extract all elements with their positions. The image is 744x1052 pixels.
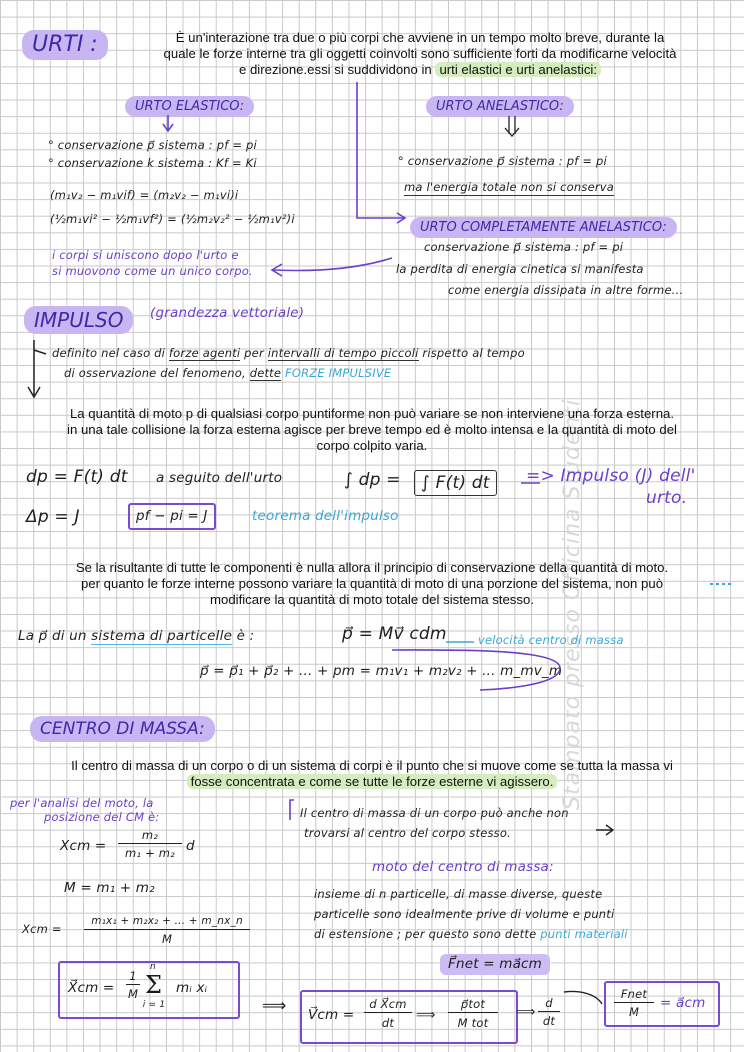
conservazione-typed1: Se la risultante di tutte le componenti è nulla allora il principio di conservazione della quantità di moto.	[75, 560, 669, 575]
xcm-sum-term: mᵢ xᵢ	[176, 980, 208, 996]
urto-anelastico-title: URTO ANELASTICO:	[426, 96, 574, 117]
urto-elastico-title: URTO ELASTICO:	[125, 96, 254, 117]
urti-intro-line1: È un'interazione tra due o più corpi che avviene in un tempo molto breve, durante la	[175, 30, 665, 45]
elastico-note1: i corpi si uniscono dopo l'urto e	[52, 248, 239, 262]
xcm2-den: M	[161, 932, 173, 946]
il-centro-line2: trovarsi al centro del corpo stesso.	[304, 826, 511, 840]
ddt-num: d	[538, 996, 560, 1012]
eq-impulso: => Impulso (J) dell'	[526, 466, 696, 486]
fnet-den: M	[628, 1005, 640, 1019]
moto-line3b: punti materiali	[540, 927, 628, 941]
completamente-line3: come energia dissipata in altre forme...	[448, 283, 684, 297]
xcm-sum-frac-den: M	[127, 987, 139, 1001]
analisi-line2: posizione del CM è:	[44, 810, 160, 824]
impulso-typed1: La quantità di moto p di qualsiasi corpo puntiforme non può variare se non interviene una forza esterna.	[69, 406, 675, 421]
completamente-line1: conservazione p⃗ sistema : pf = pi	[424, 240, 624, 254]
xcm-sum-box	[58, 961, 240, 1019]
impulso-def1e: rispetto al tempo	[418, 346, 525, 360]
conservazione-line-c: è :	[232, 628, 255, 644]
urti-title: URTI :	[22, 30, 108, 60]
urti-intro-line3	[120, 62, 720, 78]
conservazione-line-b: sistema di particelle	[91, 628, 233, 644]
arrow-to-note	[272, 258, 392, 276]
eq-int-left: ∫ dp =	[344, 470, 401, 490]
xcm-num: m₂	[118, 828, 182, 844]
impulso-def2c: FORZE IMPULSIVE	[281, 366, 392, 380]
impulso-def2	[64, 366, 391, 381]
xcm-d: d	[186, 838, 195, 854]
xcm-sum-bot: i = 1	[142, 1000, 166, 1010]
il-centro-line1: Il centro di massa di un corpo può anche non	[300, 806, 569, 820]
impulso-typed3: corpo colpito varia.	[316, 438, 428, 453]
impulso-def1c: per	[240, 346, 268, 360]
fnet-num: Fnet	[614, 987, 654, 1003]
xcm-label: Xcm =	[60, 838, 107, 854]
arrow-elastico-down	[163, 115, 173, 131]
anelastico-line1: ° conservazione p⃗ sistema : pf = pi	[398, 154, 607, 168]
ddt-den: dt	[542, 1014, 556, 1028]
impulso-def2a: di osservazione del fenomeno,	[64, 366, 250, 380]
urto-completamente-title: URTO COMPLETAMENTE ANELASTICO:	[410, 217, 677, 238]
sigma-icon: Σ	[145, 971, 162, 999]
xcm-sum-top: n	[150, 962, 156, 972]
arrow-impulso-down	[28, 340, 46, 397]
elastico-note2: si muovono come un unico corpo.	[52, 264, 253, 278]
vcm-label: V⃗cm =	[308, 1007, 355, 1023]
urti-intro-line3b: urti elastici e urti anelastici:	[435, 62, 601, 77]
ptot-den: M tot	[457, 1016, 489, 1030]
bracket-il-centro	[290, 800, 294, 820]
vcm-num: d X⃗cm	[364, 997, 412, 1013]
centro-typed2-text: fosse concentrata e come se tutte le forze esterne vi agissero.	[187, 774, 558, 789]
xcm-den: m₁ + m₂	[125, 846, 175, 860]
elastico-line2: ° conservazione k sistema : Kf = Ki	[48, 156, 257, 170]
elastico-eq2: (½m₁vi² − ½m₁vf²) = (½m₂v₂² − ½m₁v²)i	[50, 212, 295, 226]
curve-ddt	[564, 992, 602, 1005]
impulso-typed	[10, 406, 734, 454]
eq-p-total: p⃗ = Mv⃗ cdm	[342, 624, 447, 644]
urti-intro	[120, 30, 720, 78]
arrow-to-completamente	[357, 82, 405, 223]
xcm-sum-frac-num: 1	[126, 969, 140, 985]
impulso-typed2: in una tale collisione la forza esterna agisce per breve tempo ed è molto intensa e la quantità di moto del	[67, 422, 677, 437]
eq-dp: dp = F(t) dt	[26, 467, 128, 487]
fnet-eq: = a⃗cm	[660, 995, 706, 1011]
eq-teorema: pf − pi = J	[128, 503, 216, 530]
centro-title: CENTRO DI MASSA:	[30, 716, 215, 742]
completamente-line2: la perdita di energia cinetica si manifesta	[396, 262, 644, 276]
implies-arrow-icon: ⟹	[262, 996, 287, 1016]
impulso-def1b: forze agenti	[168, 346, 241, 360]
conservazione-typed2: per quanto le forze interne possono variare la quantità di moto di una porzione del sistema, non può	[80, 576, 664, 591]
centro-typed2	[10, 774, 734, 790]
moto-line3a: di estensione ; per questo sono dette	[314, 927, 541, 941]
eq-int-right: ∫ F(t) dt	[414, 470, 497, 496]
eq-impulso-urto: urto.	[646, 488, 688, 508]
ptot-num: p⃗tot	[448, 997, 498, 1013]
arrow-il-centro	[596, 825, 613, 835]
eq-seguito: a seguito dell'urto	[156, 470, 283, 486]
conservazione-line	[18, 628, 254, 645]
eq-vel-cm: velocità centro di massa	[478, 633, 624, 647]
centro-typed	[10, 758, 734, 790]
impulso-def2b: dette	[249, 366, 282, 380]
conservazione-typed	[10, 560, 734, 608]
teorema-label: teorema dell'impulso	[252, 508, 399, 524]
anelastico-line2: ma l'energia totale non si conserva	[404, 180, 615, 194]
vcm-den: dt	[381, 1016, 395, 1030]
ddt-arrow-icon: ⟹	[516, 1004, 536, 1020]
xcm2-label: Xcm =	[22, 922, 62, 936]
conservazione-typed3: modificare la quantità di moto totale del sistema stesso.	[210, 592, 534, 607]
vcm-arrow-icon: ⟹	[416, 1007, 436, 1023]
xcm2-num: m₁x₁ + m₂x₂ + ... + m_nx_n	[84, 914, 250, 930]
moto-line3	[314, 927, 628, 942]
fnet-box	[604, 981, 720, 1027]
fnet-top: F⃗net = ma⃗cm	[440, 954, 550, 975]
moto-line1: insieme di n particelle, di masse diverse, queste	[314, 887, 603, 901]
centro-typed1: Il centro di massa di un corpo o di un sistema di corpi è il punto che si muove come se tutta la massa vi	[71, 758, 673, 773]
moto-line2: particelle sono idealmente prive di volume e punti	[314, 907, 615, 921]
vcm-box	[300, 990, 518, 1044]
elastico-eq1: (m₁v₂ − m₁vif) = (m₂v₂ − m₁vi)i	[50, 188, 239, 202]
moto-title: moto del centro di massa:	[372, 859, 554, 875]
impulso-subtitle: (grandezza vettoriale)	[150, 305, 305, 321]
impulso-def1d: intervalli di tempo piccoli	[267, 346, 419, 360]
impulso-def1	[52, 346, 525, 361]
impulso-def1a: definito nel caso di	[52, 346, 169, 360]
urti-intro-line3a: e direzione.essi si suddividono in	[238, 62, 436, 77]
xcm-sum-label: X⃗cm =	[68, 980, 115, 996]
eq-p-sum: p⃗ = p⃗₁ + p⃗₂ + ... + pm = m₁v₁ + m₂v₂ + ... m_mv_m	[200, 663, 563, 679]
watermark-text: Stampato presso Officina Studenti	[560, 398, 585, 810]
m-total: M = m₁ + m₂	[64, 880, 155, 896]
elastico-line1: ° conservazione p⃗ sistema : pf = pi	[48, 138, 257, 152]
conservazione-line-a: La p⃗ di un	[18, 628, 92, 644]
analisi-line1: per l'analisi del moto, la	[10, 796, 154, 810]
impulso-title: IMPULSO	[24, 306, 133, 334]
urti-intro-line2: quale le forze interne tra gli oggetti coinvolti sono sufficiente forti da modificarne velocità	[163, 46, 677, 61]
eq-delta: Δp = J	[26, 507, 80, 527]
arrow-anelastico-down	[505, 116, 519, 136]
